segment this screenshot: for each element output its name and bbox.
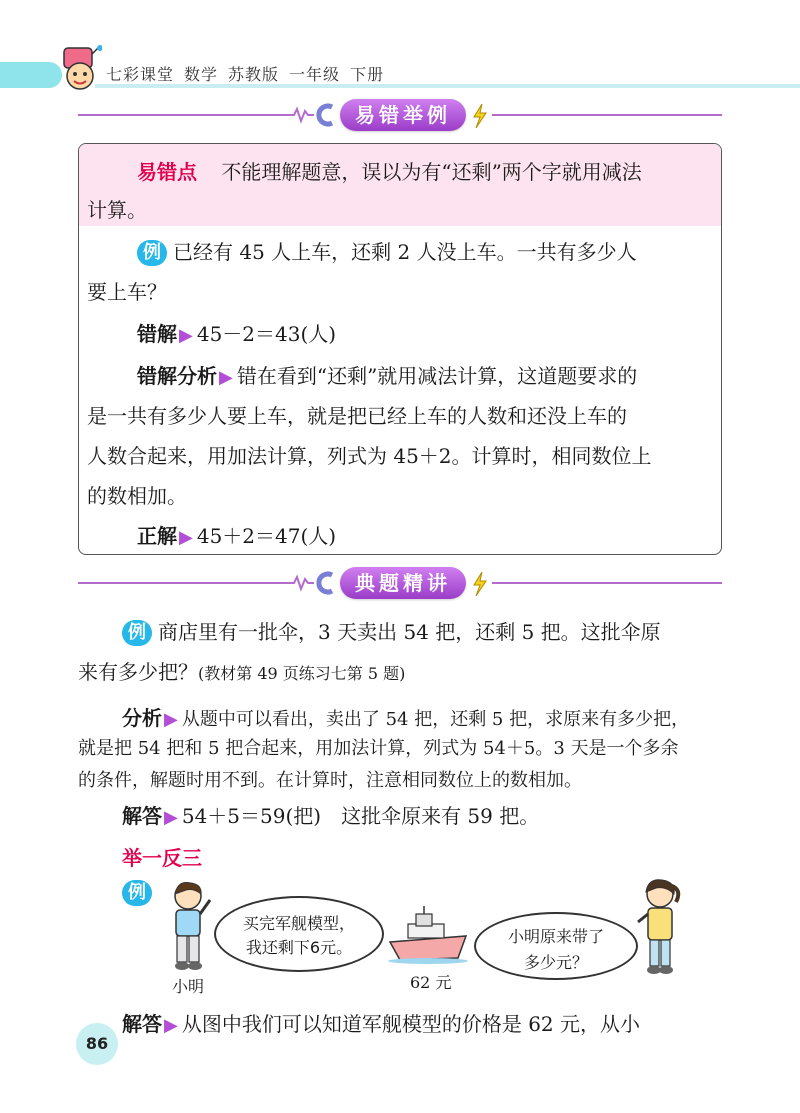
wrong-analysis-line-4: 的数相加。: [87, 484, 187, 508]
ship-price: 62 元: [410, 973, 452, 992]
mistake-box: [78, 143, 722, 555]
wave-magnet-icon: [286, 102, 336, 128]
header-band: [0, 62, 62, 88]
mistake-point-line: 易错点 不能理解题意，误以为有“还剩”两个字就用减法: [137, 160, 642, 184]
mistake-example-line: 例 已经有 45 人上车，还剩 2 人没上车。一共有多少人: [137, 236, 637, 266]
practice-answer-label: 解答: [122, 1012, 162, 1036]
example-badge: 例: [122, 620, 152, 646]
classic-answer-label: 解答: [122, 804, 162, 828]
classic-question-line-2: 来有多少把？(教材第 49 页练习七第 5 题): [78, 660, 406, 684]
wrong-analysis-line: 错解分析 ▶ 错在看到“还剩”就用减法计算，这道题要求的: [137, 364, 638, 388]
classic-analysis-label: 分析: [122, 706, 162, 730]
mistake-point-line-2: 计算。: [87, 198, 147, 222]
lightning-icon: [472, 104, 488, 128]
classic-answer-line: 解答 ▶ 54＋5＝59(把) 这批伞原来有 59 把。: [122, 804, 540, 828]
triangle-icon: ▶: [179, 527, 193, 548]
mascot-icon: [58, 44, 102, 94]
triangle-icon: ▶: [164, 1015, 178, 1036]
wrong-analysis-label: 错解分析: [137, 364, 217, 388]
practice-title: 举一反三: [122, 846, 202, 870]
section-title-classic: 典题精讲: [340, 567, 466, 599]
question-source: (教材第 49 页练习七第 5 题): [198, 664, 406, 683]
classic-analysis-line-2: 就是把 54 把和 5 把合起来，用加法计算，列式为 54＋5。3 天是一个多余: [78, 738, 679, 759]
example-badge: 例: [122, 880, 152, 906]
section-title-mistakes: 易错举例: [340, 99, 466, 131]
example-badge: 例: [137, 240, 167, 266]
header-title: 七彩课堂 数学 苏教版 一年级 下册: [106, 65, 385, 84]
warship-model-icon: [386, 906, 470, 964]
classic-analysis-line-3: 的条件，解题时用不到。在计算时，注意相同数位上的数相加。: [78, 770, 582, 791]
triangle-icon: ▶: [164, 709, 178, 730]
wrong-analysis-line-3: 人数合起来，用加法计算，列式为 45＋2。计算时，相同数位上: [87, 444, 652, 468]
girl-illustration: [636, 876, 684, 976]
boy-illustration: [168, 880, 214, 972]
triangle-icon: ▶: [219, 367, 233, 388]
classic-question-line: 例 商店里有一批伞，3 天卖出 54 把，还剩 5 把。这批伞原: [122, 616, 661, 646]
section-bar-classic: [78, 566, 722, 600]
wrong-solution-line: 错解 ▶ 45－2＝43(人): [137, 322, 337, 346]
wave-magnet-icon: [286, 570, 336, 596]
speech-bubble-right: 小明原来带了 多少元？: [474, 912, 638, 980]
mistake-example-line-2: 要上车？: [87, 280, 167, 304]
wrong-analysis-line-2: 是一共有多少人要上车，就是把已经上车的人数和还没上车的: [87, 404, 627, 428]
page-number: 86: [76, 1023, 118, 1065]
correct-solution-line: 正解 ▶ 45＋2＝47(人): [137, 524, 337, 548]
practice-answer-line: 解答 ▶ 从图中我们可以知道军舰模型的价格是 62 元，从小: [122, 1012, 641, 1036]
correct-solution-label: 正解: [137, 524, 177, 548]
triangle-icon: ▶: [164, 807, 178, 828]
boy-name: 小明: [172, 977, 205, 996]
lightning-icon: [472, 572, 488, 596]
speech-bubble-left: 买完军舰模型， 我还剩下6元。: [214, 896, 384, 972]
section-bar-mistakes: [78, 98, 722, 132]
triangle-icon: ▶: [179, 325, 193, 346]
wrong-solution-label: 错解: [137, 322, 177, 346]
classic-analysis-line: 分析 ▶ 从题中可以看出，卖出了 54 把，还剩 5 把，求原来有多少把，: [122, 706, 690, 730]
mistake-point-label: 易错点: [137, 160, 197, 184]
